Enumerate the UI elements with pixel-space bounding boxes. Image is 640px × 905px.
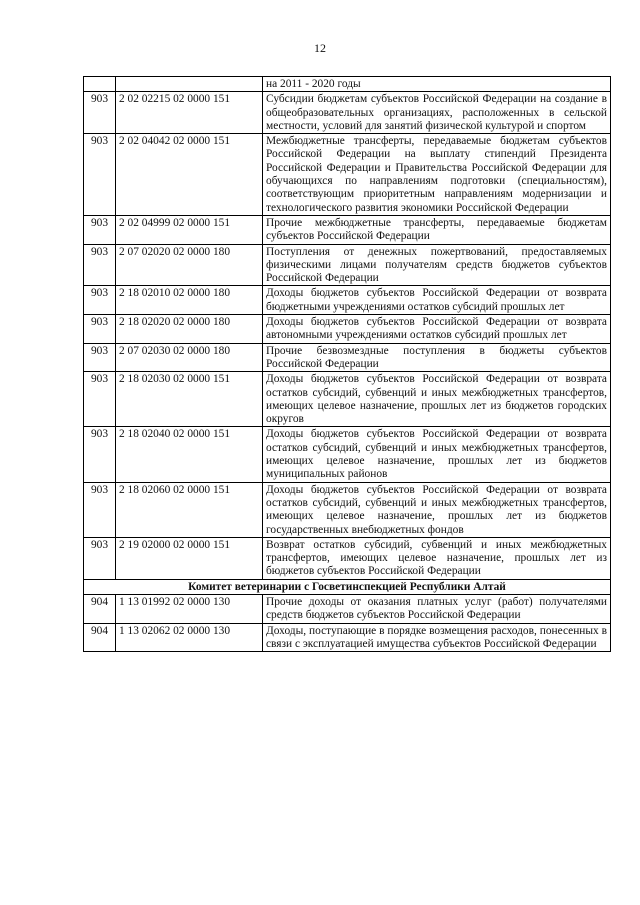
description-cell: Доходы, поступающие в порядке возмещения расходов, понесенных в связи с эксплуатацией имущества субъектов Российской Федерации	[263, 623, 611, 652]
table-row	[84, 623, 611, 652]
admin-code-cell: 903	[84, 427, 116, 482]
admin-code-cell: 903	[84, 537, 116, 579]
admin-code-cell	[84, 77, 116, 92]
table-row	[84, 427, 611, 482]
budget-code-cell: 2 18 02010 02 0000 180	[116, 286, 263, 315]
section-heading-row	[84, 579, 611, 594]
budget-code-cell: 2 18 02060 02 0000 151	[116, 482, 263, 537]
revenue-codes-table	[83, 76, 611, 652]
description-cell: Доходы бюджетов субъектов Российской Федерации от возврата остатков субсидий, субвенций и иных межбюджетных трансфертов, имеющих целевое назначение, прошлых лет из бюджетов муниципальных районов	[263, 427, 611, 482]
admin-code-cell: 903	[84, 315, 116, 344]
table-row	[84, 77, 611, 92]
description-cell: Поступления от денежных пожертвований, предоставляемых физическими лицами получателям средств бюджетов субъектов Российской Федерации	[263, 244, 611, 286]
budget-code-cell: 2 02 04999 02 0000 151	[116, 215, 263, 244]
budget-code-cell: 2 02 04042 02 0000 151	[116, 134, 263, 216]
budget-code-cell	[116, 77, 263, 92]
table-row	[84, 134, 611, 216]
description-cell: Субсидии бюджетам субъектов Российской Федерации на создание в общеобразовательных организациях, расположенных в сельской местности, условий для занятий физической культурой и спортом	[263, 92, 611, 134]
budget-code-cell: 1 13 02062 02 0000 130	[116, 623, 263, 652]
admin-code-cell: 903	[84, 92, 116, 134]
budget-code-cell: 2 18 02040 02 0000 151	[116, 427, 263, 482]
description-cell: Доходы бюджетов субъектов Российской Федерации от возврата бюджетными учреждениями остатков субсидий прошлых лет	[263, 286, 611, 315]
admin-code-cell: 903	[84, 286, 116, 315]
description-cell: на 2011 - 2020 годы	[263, 77, 611, 92]
admin-code-cell: 903	[84, 244, 116, 286]
budget-code-cell: 2 18 02020 02 0000 180	[116, 315, 263, 344]
page-number: 12	[314, 41, 326, 55]
table-row	[84, 244, 611, 286]
admin-code-cell: 904	[84, 623, 116, 652]
admin-code-cell: 903	[84, 343, 116, 372]
table-row	[84, 537, 611, 579]
table-row	[84, 215, 611, 244]
table-row	[84, 315, 611, 344]
description-cell: Доходы бюджетов субъектов Российской Федерации от возврата остатков субсидий, субвенций и иных межбюджетных трансфертов, имеющих целевое назначение, прошлых лет из бюджетов государственных внебюджетных фондов	[263, 482, 611, 537]
budget-code-cell: 2 19 02000 02 0000 151	[116, 537, 263, 579]
description-cell: Возврат остатков субсидий, субвенций и иных межбюджетных трансфертов, имеющих целевое назначение, прошлых лет из бюджетов субъектов Российской Федерации	[263, 537, 611, 579]
budget-code-cell: 1 13 01992 02 0000 130	[116, 594, 263, 623]
admin-code-cell: 904	[84, 594, 116, 623]
table-row	[84, 482, 611, 537]
table-row	[84, 286, 611, 315]
budget-code-cell: 2 07 02020 02 0000 180	[116, 244, 263, 286]
description-cell: Доходы бюджетов субъектов Российской Федерации от возврата автономными учреждениями остатков субсидий прошлых лет	[263, 315, 611, 344]
budget-code-cell: 2 07 02030 02 0000 180	[116, 343, 263, 372]
budget-code-cell: 2 18 02030 02 0000 151	[116, 372, 263, 427]
description-cell: Прочие межбюджетные трансферты, передаваемые бюджетам субъектов Российской Федерации	[263, 215, 611, 244]
table-row	[84, 92, 611, 134]
budget-code-cell: 2 02 02215 02 0000 151	[116, 92, 263, 134]
admin-code-cell: 903	[84, 215, 116, 244]
admin-code-cell: 903	[84, 372, 116, 427]
description-cell: Прочие безвозмездные поступления в бюджеты субъектов Российской Федерации	[263, 343, 611, 372]
admin-code-cell: 903	[84, 134, 116, 216]
table-row	[84, 343, 611, 372]
description-cell: Доходы бюджетов субъектов Российской Федерации от возврата остатков субсидий, субвенций и иных межбюджетных трансфертов, имеющих целевое назначение, прошлых лет из бюджетов городских округов	[263, 372, 611, 427]
table-row	[84, 594, 611, 623]
section-heading: Комитет ветеринарии с Госветинспекцией Республики Алтай	[84, 579, 611, 594]
admin-code-cell: 903	[84, 482, 116, 537]
description-cell: Межбюджетные трансферты, передаваемые бюджетам субъектов Российской Федерации на выплату стипендий Президента Российской Федерации и Правительства Российской Федерации для обучающихся по направлениям подготовки (специальностям), соответствующим приоритетным направлениям модернизации и технологического развития экономики Российской Федерации	[263, 134, 611, 216]
table-row	[84, 372, 611, 427]
description-cell: Прочие доходы от оказания платных услуг (работ) получателями средств бюджетов субъектов Российской Федерации	[263, 594, 611, 623]
table-body	[84, 77, 611, 652]
